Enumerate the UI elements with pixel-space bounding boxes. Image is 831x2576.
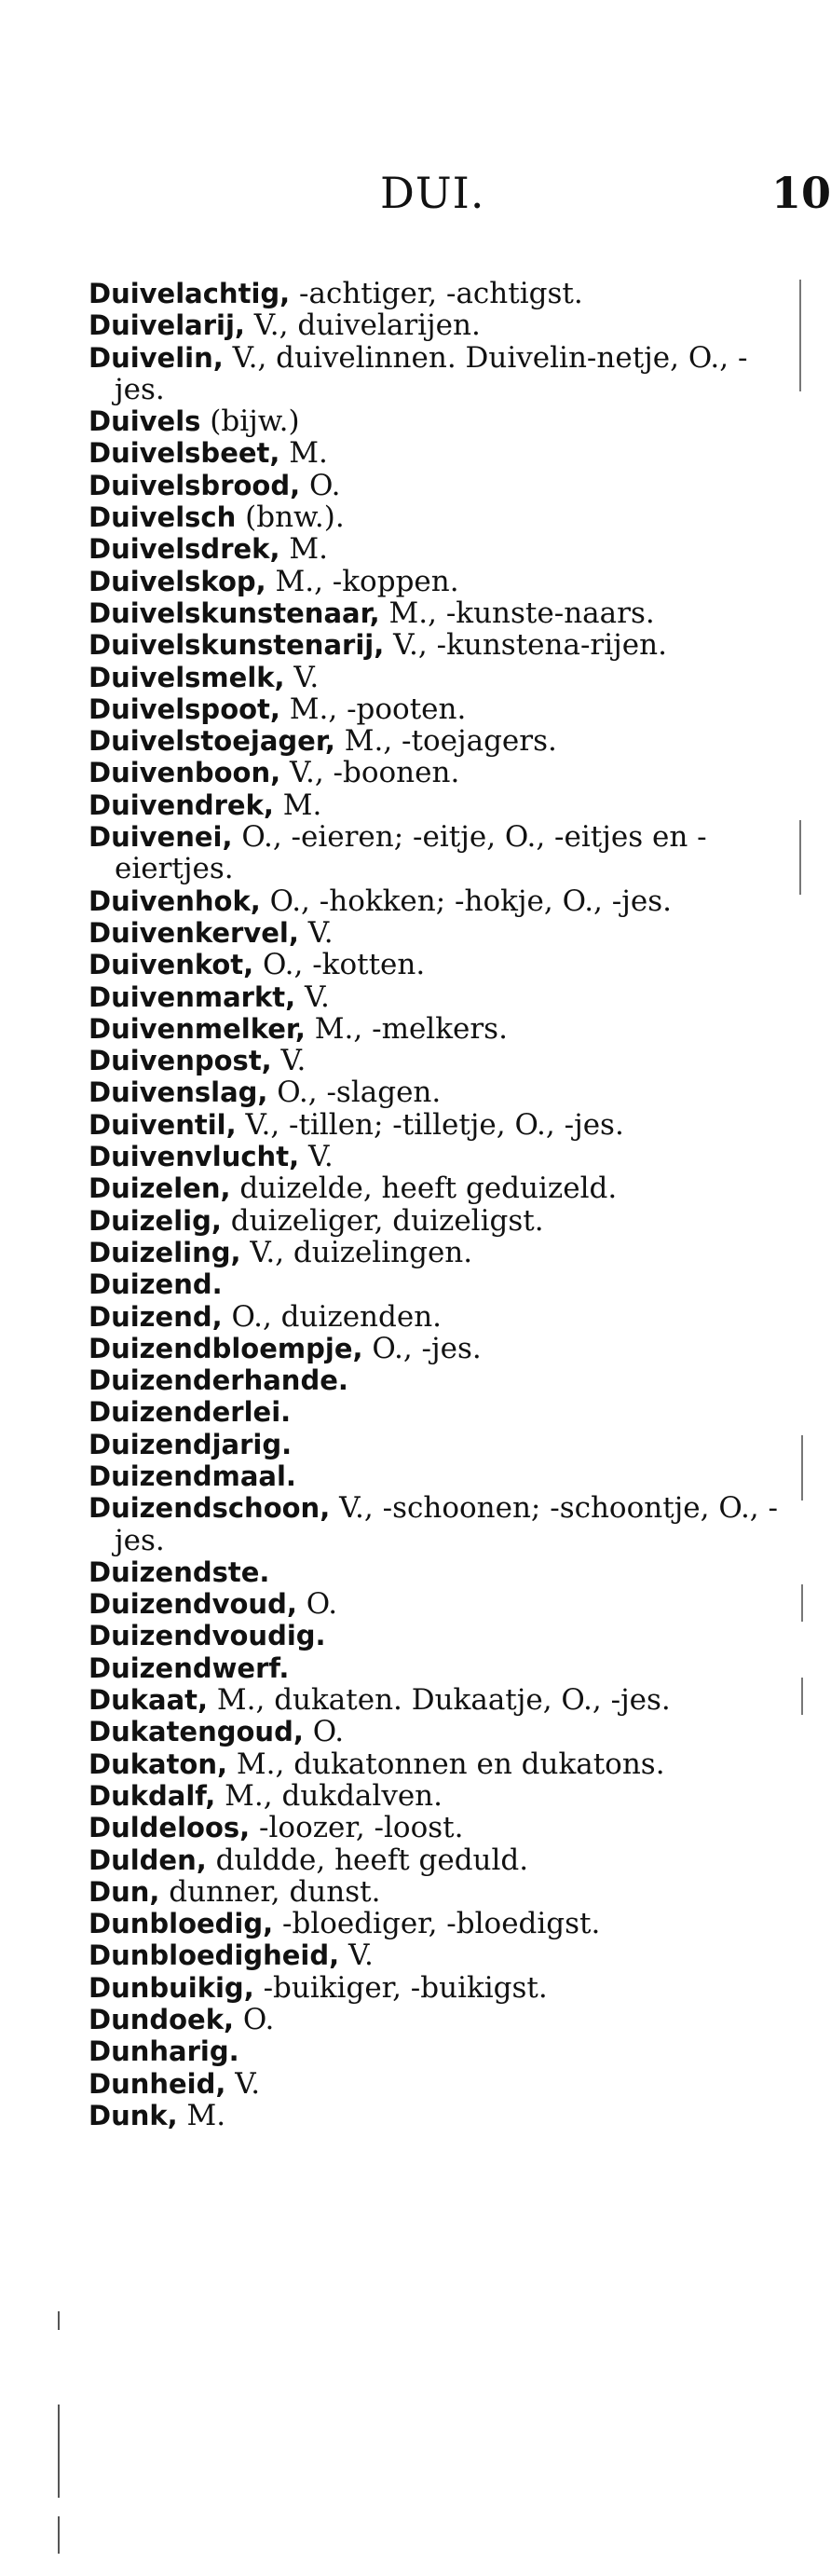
dictionary-entry bbox=[89, 1396, 778, 1428]
entry-definition: duldde, heeft geduld. bbox=[206, 1843, 529, 1877]
dictionary-entry bbox=[89, 2068, 778, 2100]
dictionary-entry bbox=[89, 342, 778, 406]
dictionary-entry bbox=[89, 1492, 778, 1556]
dictionary-entry bbox=[89, 1716, 778, 1747]
entry-definition: dunner, dunst. bbox=[159, 1874, 381, 1909]
entry-headword: Duivenmarkt, bbox=[89, 980, 296, 1013]
entry-headword: Duivenkervel, bbox=[89, 916, 299, 949]
entry-headword: Dulden, bbox=[89, 1843, 207, 1876]
entry-definition: (bnw.). bbox=[236, 500, 345, 535]
dictionary-entry bbox=[89, 501, 778, 533]
entry-headword: Duivendrek, bbox=[89, 788, 274, 821]
dictionary-entry bbox=[89, 949, 778, 980]
entry-definition: M., dukatonnen en dukatons. bbox=[227, 1747, 665, 1781]
entry-headword: Dunbloedigheid, bbox=[89, 1939, 340, 1972]
entry-definition: -buikiger, -buikigst. bbox=[253, 1970, 548, 2005]
dictionary-entry bbox=[89, 725, 778, 757]
dictionary-entry bbox=[89, 470, 778, 501]
dictionary-entry bbox=[89, 2100, 778, 2131]
entry-headword: Duizend, bbox=[89, 1300, 223, 1333]
entry-headword: Dun, bbox=[89, 1875, 160, 1908]
dictionary-entry bbox=[89, 1301, 778, 1333]
column-rule bbox=[801, 1678, 803, 1715]
dictionary-entry bbox=[89, 309, 778, 341]
entry-definition: V. bbox=[225, 2066, 261, 2101]
entry-definition: M. bbox=[279, 532, 328, 567]
entry-headword: Duivenpost, bbox=[89, 1045, 272, 1077]
entry-headword: Duizendvoud, bbox=[89, 1588, 297, 1621]
entry-headword: Duiventil, bbox=[89, 1108, 237, 1141]
entry-list bbox=[89, 278, 778, 2131]
entry-headword: Duivelsmelk, bbox=[89, 661, 285, 693]
dictionary-entry bbox=[89, 1748, 778, 1780]
entry-headword: Duizendschoon, bbox=[89, 1492, 331, 1525]
entry-headword: Dunbuikig, bbox=[89, 1971, 254, 2004]
entry-headword: Duivenei, bbox=[89, 821, 233, 854]
entry-definition: O. bbox=[300, 468, 341, 502]
entry-definition: M. bbox=[177, 2098, 226, 2132]
dictionary-entry bbox=[89, 1268, 778, 1300]
entry-headword: Duivenslag, bbox=[89, 1076, 268, 1109]
entry-definition: V. bbox=[295, 980, 330, 1014]
entry-definition: V. bbox=[299, 1140, 334, 1174]
dictionary-entry bbox=[89, 1556, 778, 1588]
dictionary-entry bbox=[89, 662, 778, 693]
dictionary-entry bbox=[89, 1237, 778, 1268]
entry-definition: M., dukaten. Dukaatje, O., -jes. bbox=[208, 1683, 671, 1718]
entry-headword: Duizelig, bbox=[89, 1204, 222, 1237]
column-rule bbox=[801, 1584, 803, 1622]
column-rule bbox=[801, 1435, 803, 1500]
entry-definition: -loozer, -loost. bbox=[250, 1811, 464, 1845]
entry-definition: (bijw.) bbox=[200, 404, 300, 439]
entry-headword: Duivenkot, bbox=[89, 949, 254, 981]
dictionary-entry bbox=[89, 437, 778, 469]
entry-definition: O. bbox=[296, 1587, 338, 1622]
dictionary-entry bbox=[89, 1620, 778, 1651]
entry-headword: Dukaat, bbox=[89, 1684, 209, 1717]
entry-headword: Dunheid, bbox=[89, 2067, 226, 2100]
entry-definition: M. bbox=[279, 436, 328, 471]
entry-headword: Duldeloos, bbox=[89, 1812, 251, 1844]
entry-headword: Dukaton, bbox=[89, 1747, 228, 1780]
entry-headword: Duivelin, bbox=[89, 341, 224, 374]
entry-headword: Dunharig. bbox=[89, 2035, 239, 2068]
entry-definition: V., duivelarijen. bbox=[244, 308, 481, 343]
entry-headword: Duizendste. bbox=[89, 1555, 270, 1588]
dictionary-entry bbox=[89, 1460, 778, 1492]
dictionary-entry bbox=[89, 1045, 778, 1076]
page-number: 10 bbox=[771, 168, 831, 218]
entry-definition: V., -kunstena-rijen. bbox=[384, 628, 667, 663]
entry-headword: Duivenvlucht, bbox=[89, 1141, 300, 1173]
entry-headword: Dunbloedig, bbox=[89, 1908, 274, 1940]
entry-headword: Duivelspoot, bbox=[89, 692, 280, 725]
entry-headword: Duivenboon, bbox=[89, 757, 281, 789]
dictionary-entry bbox=[89, 1076, 778, 1108]
dictionary-entry bbox=[89, 533, 778, 565]
dictionary-entry bbox=[89, 1013, 778, 1045]
entry-definition: M., -pooten. bbox=[279, 692, 467, 726]
entry-headword: Duivelarij, bbox=[89, 309, 245, 342]
dictionary-entry bbox=[89, 917, 778, 949]
dictionary-entry bbox=[89, 1205, 778, 1237]
dictionary-entry bbox=[89, 821, 778, 885]
dictionary-entry bbox=[89, 1172, 778, 1204]
dictionary-entry bbox=[89, 2035, 778, 2067]
dictionary-entry bbox=[89, 1429, 778, 1460]
dictionary-entry bbox=[89, 1844, 778, 1876]
entry-definition: O., duizenden. bbox=[222, 1299, 443, 1334]
entry-headword: Dundoek, bbox=[89, 2004, 235, 2036]
entry-definition: V., -schoonen; -schoontje, O., -jes. bbox=[115, 1491, 778, 1557]
dictionary-entry bbox=[89, 1588, 778, 1620]
dictionary-entry bbox=[89, 1109, 778, 1141]
entry-definition: V. bbox=[339, 1939, 374, 1973]
dictionary-entry bbox=[89, 981, 778, 1013]
entry-headword: Dunk, bbox=[89, 2099, 178, 2131]
entry-definition: O. bbox=[234, 2003, 275, 2037]
entry-headword: Duivels bbox=[89, 405, 201, 438]
dictionary-entry bbox=[89, 278, 778, 309]
entry-headword: Duivelsch bbox=[89, 501, 237, 534]
entry-headword: Duivelsbeet, bbox=[89, 437, 280, 470]
entry-headword: Duizendwerf. bbox=[89, 1651, 290, 1684]
dictionary-entry bbox=[89, 1364, 778, 1396]
entry-definition: -bloediger, -bloedigst. bbox=[273, 1907, 601, 1941]
entry-definition: duizelde, heeft geduizeld. bbox=[230, 1172, 618, 1206]
dictionary-entry bbox=[89, 1876, 778, 1908]
entry-headword: Duivelachtig, bbox=[89, 278, 291, 309]
entry-definition: M., -koppen. bbox=[266, 564, 459, 598]
dictionary-entry bbox=[89, 2004, 778, 2035]
column-rule bbox=[799, 820, 801, 895]
margin-mark bbox=[58, 2516, 60, 2554]
margin-mark bbox=[58, 2311, 60, 2330]
entry-headword: Duivelskunstenaar, bbox=[89, 596, 380, 629]
margin-mark bbox=[58, 2405, 60, 2498]
page-title: DUI. bbox=[380, 168, 485, 218]
entry-headword: Duivelskop, bbox=[89, 565, 266, 597]
entry-headword: Dukdalf, bbox=[89, 1779, 216, 1812]
dictionary-entry bbox=[89, 1812, 778, 1843]
entry-headword: Duivelsdrek, bbox=[89, 533, 280, 566]
dictionary-entry bbox=[89, 693, 778, 725]
dictionary-entry bbox=[89, 885, 778, 917]
dictionary-entry bbox=[89, 1333, 778, 1364]
entry-headword: Dukatengoud, bbox=[89, 1716, 304, 1748]
entry-headword: Duivelsbrood, bbox=[89, 469, 301, 501]
dictionary-entry bbox=[89, 1908, 778, 1939]
entry-definition: duizeliger, duizeligst. bbox=[221, 1203, 544, 1238]
dictionary-entry bbox=[89, 789, 778, 821]
entry-headword: Duizendbloempje, bbox=[89, 1332, 363, 1364]
dictionary-entry bbox=[89, 629, 778, 661]
dictionary-entry bbox=[89, 1141, 778, 1172]
entry-definition: V., duizelingen. bbox=[240, 1235, 473, 1269]
entry-definition: O., -kotten. bbox=[253, 948, 426, 982]
entry-definition: O. bbox=[303, 1715, 345, 1749]
entry-definition: M., -kunste-naars. bbox=[379, 596, 655, 630]
entry-headword: Duivenhok, bbox=[89, 884, 261, 917]
dictionary-entry bbox=[89, 1972, 778, 2004]
entry-headword: Duivelstoejager, bbox=[89, 725, 335, 758]
entry-definition: M. bbox=[273, 788, 322, 822]
dictionary-entry bbox=[89, 1780, 778, 1812]
entry-definition: V., -boonen. bbox=[280, 756, 460, 790]
entry-definition: O., -slagen. bbox=[267, 1076, 442, 1110]
entry-definition: M., -toejagers. bbox=[334, 724, 557, 759]
entry-headword: Duivenmelker, bbox=[89, 1012, 306, 1045]
dictionary-entry bbox=[89, 1684, 778, 1716]
dictionary-entry bbox=[89, 1939, 778, 1971]
dictionary-entry bbox=[89, 1652, 778, 1684]
entry-headword: Duizendvoudig. bbox=[89, 1620, 326, 1652]
entry-definition: O., -eieren; -eitje, O., -eitjes en -eiertjes. bbox=[115, 820, 707, 886]
column-rule bbox=[799, 280, 801, 391]
entry-headword: Duizenderlei. bbox=[89, 1396, 292, 1429]
entry-definition: V., duivelinnen. Duivelin-netje, O., -jes. bbox=[115, 340, 748, 406]
entry-headword: Duivelskunstenarij, bbox=[89, 629, 385, 662]
entry-headword: Duizend. bbox=[89, 1268, 223, 1301]
entry-headword: Duizeling, bbox=[89, 1236, 241, 1268]
entry-definition: M., -melkers. bbox=[305, 1011, 508, 1046]
entry-definition: V. bbox=[284, 660, 320, 694]
entry-headword: Duizendmaal. bbox=[89, 1459, 296, 1492]
entry-definition: M., dukdalven. bbox=[215, 1778, 443, 1813]
dictionary-entry bbox=[89, 405, 778, 437]
page-header bbox=[0, 168, 831, 224]
entry-headword: Duizenderhande. bbox=[89, 1364, 348, 1397]
entry-definition: V. bbox=[271, 1044, 307, 1078]
entry-definition: -achtiger, -achtigst. bbox=[290, 277, 583, 310]
dictionary-entry bbox=[89, 597, 778, 629]
dictionary-entry bbox=[89, 757, 778, 788]
entry-definition: O., -hokken; -hokje, O., -jes. bbox=[260, 884, 672, 918]
entry-definition: V., -tillen; -tilletje, O., -jes. bbox=[236, 1107, 624, 1142]
dictionary-entry bbox=[89, 566, 778, 597]
entry-definition: O., -jes. bbox=[362, 1331, 482, 1365]
entry-headword: Duizendjarig. bbox=[89, 1428, 293, 1460]
entry-headword: Duizelen, bbox=[89, 1172, 231, 1205]
entry-definition: V. bbox=[298, 915, 334, 950]
